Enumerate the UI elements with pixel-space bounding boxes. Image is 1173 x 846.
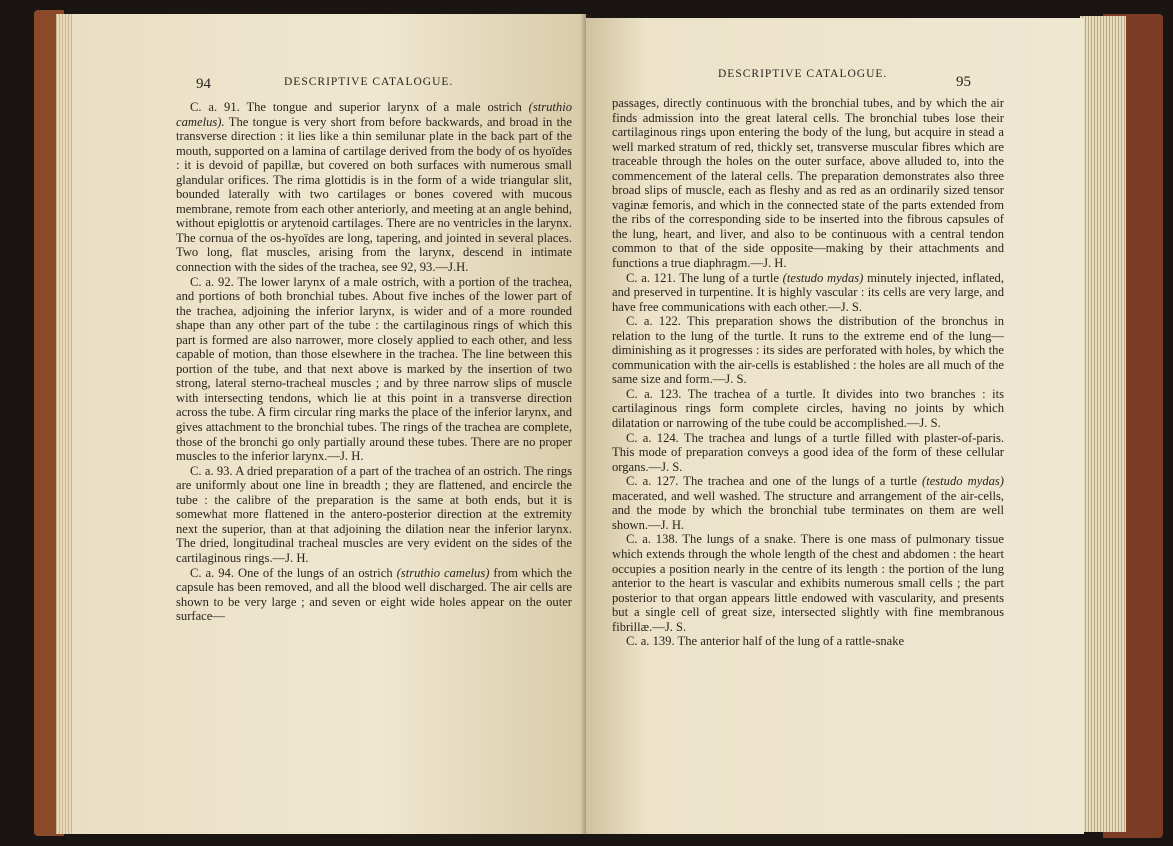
right-running-head: DESCRIPTIVE CATALOGUE.: [718, 68, 888, 80]
right-body: [612, 96, 1004, 649]
entry-ref: C. a. 94.: [190, 565, 234, 580]
entry-continued: [612, 96, 1004, 271]
entry-c-a-127: [612, 474, 1004, 532]
entry-text-rest: macerated, and well washed. The structure and arrangement of the air-cells, and the mode by which the bronchial tube terminates on them are well shown.—J. H.: [612, 488, 1004, 532]
entry-text: passages, directly continuous with the bronchial tubes, and by which the air finds admission into the great lateral cells. The bronchial tubes lose their cartilaginous rings upon entering the body of the lung, but acquire in stead a well marked stratum of red, thickly set, transverse muscular fibres which are traceable through the holes on the outer surface, above alluded to, into the commencement of the lateral cells. The preparation demonstrates also three broad slips of muscle, each as fleshy and as red as an ordinarily sized tensor vaginæ femoris, and which in the connected state of the parts extended from the ribs of the corresponding side to be inserted into the fibrous capsules of the lung, heart, and liver, and also to be continuous with a central tendon common to that of the side opposite—making by their attachments and functions a true diaphragm.—J. H.: [612, 96, 1004, 271]
page-edges-right: [1080, 16, 1126, 832]
entry-text: One of the lungs of an ostrich: [237, 565, 393, 580]
entry-ref: C. a. 124.: [626, 430, 679, 445]
entry-c-a-139: [612, 634, 1004, 649]
left-page-number: 94: [196, 76, 211, 92]
entry-c-a-92: [176, 275, 572, 464]
entry-text: The trachea of a turtle. It divides into two branches : its cartilaginous rings form complete circles, having no joints by which dilatation or narrowing of the tube could be accomplished.—J. S.: [612, 386, 1004, 431]
entry-ref: C. a. 138.: [626, 532, 678, 547]
entry-c-a-123: [612, 387, 1004, 431]
entry-c-a-94: [176, 566, 572, 624]
entry-ref: C. a. 92.: [190, 274, 234, 289]
entry-ref: C. a. 123.: [626, 386, 682, 401]
entry-c-a-91: [176, 100, 572, 275]
entry-text: The lung of a turtle: [679, 270, 779, 285]
entry-text: The trachea and lungs of a turtle filled with plaster-of-paris. This mode of preparation conveys a good idea of the form of these cellular organs.—J. S.: [612, 430, 1005, 474]
entry-text: The tongue and superior larynx of a male ostrich: [246, 100, 522, 114]
entry-ref: C. a. 93.: [190, 463, 233, 478]
entry-c-a-93: [176, 464, 572, 566]
entry-c-a-121: [612, 271, 1004, 315]
entry-ref: C. a. 91.: [190, 100, 240, 114]
entry-text-rest: The tongue is very short from before backwards, and broad in the transverse direction : it lies like a thin semilunar plate in the back part of the mouth, supported on a lamina of cartilage derived from the body of os hyoïdes : it is devoid of papillæ, but covered on both surfaces with numerous small glandular orifices. The rima glottidis is in the form of a wide triangular slit, bounded laterally with two cartilages or bones covered with mucous membrane, remote from each other anteriorly, and meeting at an angle behind, without epiglottis or arytenoid cartilages. There are no ventricles in the larynx. The cornua of the os-hyoïdes are long, tapering, and jointed in several places. Two long, flat muscles, arising from the larynx, descend in intimate connection with the sides of the trachea, see 92, 93.—J.H.: [176, 114, 573, 275]
entry-text-rest: from which the capsule has been removed, and all the blood well discharged. The air cells are shown to be very large ; and seven or eight wide holes appear on the outer surface—: [176, 565, 573, 624]
left-page: [72, 14, 586, 834]
entry-text: The trachea and one of the lungs of a turtle: [683, 474, 917, 489]
entry-ref: C. a. 139.: [626, 634, 675, 649]
entry-text: The lower larynx of a male ostrich, with a portion of the trachea, and portions of both bronchial tubes. About five inches of the lower part of the trachea, adjoining the inferior larynx, is wider and of a more rounded shape than any other part of the tube : the cartilaginous rings of which this part is formed are also narrower, more closely applied to each other, and less capable of motion, than those elsewhere in the trachea. The line between this portion of the tube, and that next above is marked by the insertion of two strong, lateral sterno-tracheal muscles ; and by three narrow slips of muscle with intersecting tendons, which lie at this point in a transverse direction across the tube. A firm circular ring marks the place of the inferior larynx, and gives attachment to the bronchial tubes. The rings of the trachea are complete, those of the bronchi go only partially around these tubes. There are no proper muscles to the inferior larynx.—J. H.: [176, 274, 573, 464]
entry-species: (struthio camelus): [396, 565, 490, 580]
left-body: [176, 100, 572, 624]
entry-ref: C. a. 121.: [626, 270, 676, 285]
entry-c-a-122: [612, 314, 1004, 387]
entry-c-a-138: [612, 532, 1004, 634]
entry-text: This preparation shows the distribution of the bronchus in relation to the lung of the turtle. It runs to the extreme end of the lung—diminishing as it progresses : its sides are perforated with holes, by which the communication with the air-cells is established : the holes are all much of the same size and form.—J. S.: [612, 314, 1005, 387]
entry-text: A dried preparation of a part of the trachea of an ostrich. The rings are uniformly about one line in breadth ; they are flattened, and encircle the tube : the calibre of the preparation is the same at both ends, but it is somewhat more flattened in the antero-posterior direction at the extremity next the superior, than at that adjoining the dilation near the inferior larynx. The dried, longitudinal tracheal muscles are very evident on the sides of the cartilaginous rings.—J. H.: [176, 463, 572, 565]
entry-species: (testudo mydas): [782, 270, 864, 285]
right-page: [586, 18, 1084, 834]
entry-text: The anterior half of the lung of a rattle-snake: [677, 634, 905, 649]
left-running-head: DESCRIPTIVE CATALOGUE.: [284, 76, 454, 88]
entry-species: (struthio camelus).: [176, 100, 573, 129]
entry-ref: C. a. 127.: [626, 474, 679, 489]
entry-species: (testudo mydas): [922, 474, 1005, 489]
right-page-number: 95: [956, 74, 971, 90]
entry-text-rest: minutely injected, inflated, and preserved in turpentine. It is highly vascular : its cells are very large, and have free communications with each other.—J. S.: [612, 270, 1004, 314]
entry-text: The lungs of a snake. There is one mass of pulmonary tissue which extends through the whole length of the chest and abdomen : the heart occupies a position nearly in the centre of its length : the portion of the lung anterior to the heart is vascular and exhibits numerous small cells ; the part posterior to that organ appears little endowed with vascularity, and presents but a single cell of great size, intersected slightly with fine membranous fibrillæ.—J. S.: [612, 532, 1005, 634]
entry-ref: C. a. 122.: [626, 314, 681, 329]
entry-c-a-124: [612, 431, 1004, 475]
